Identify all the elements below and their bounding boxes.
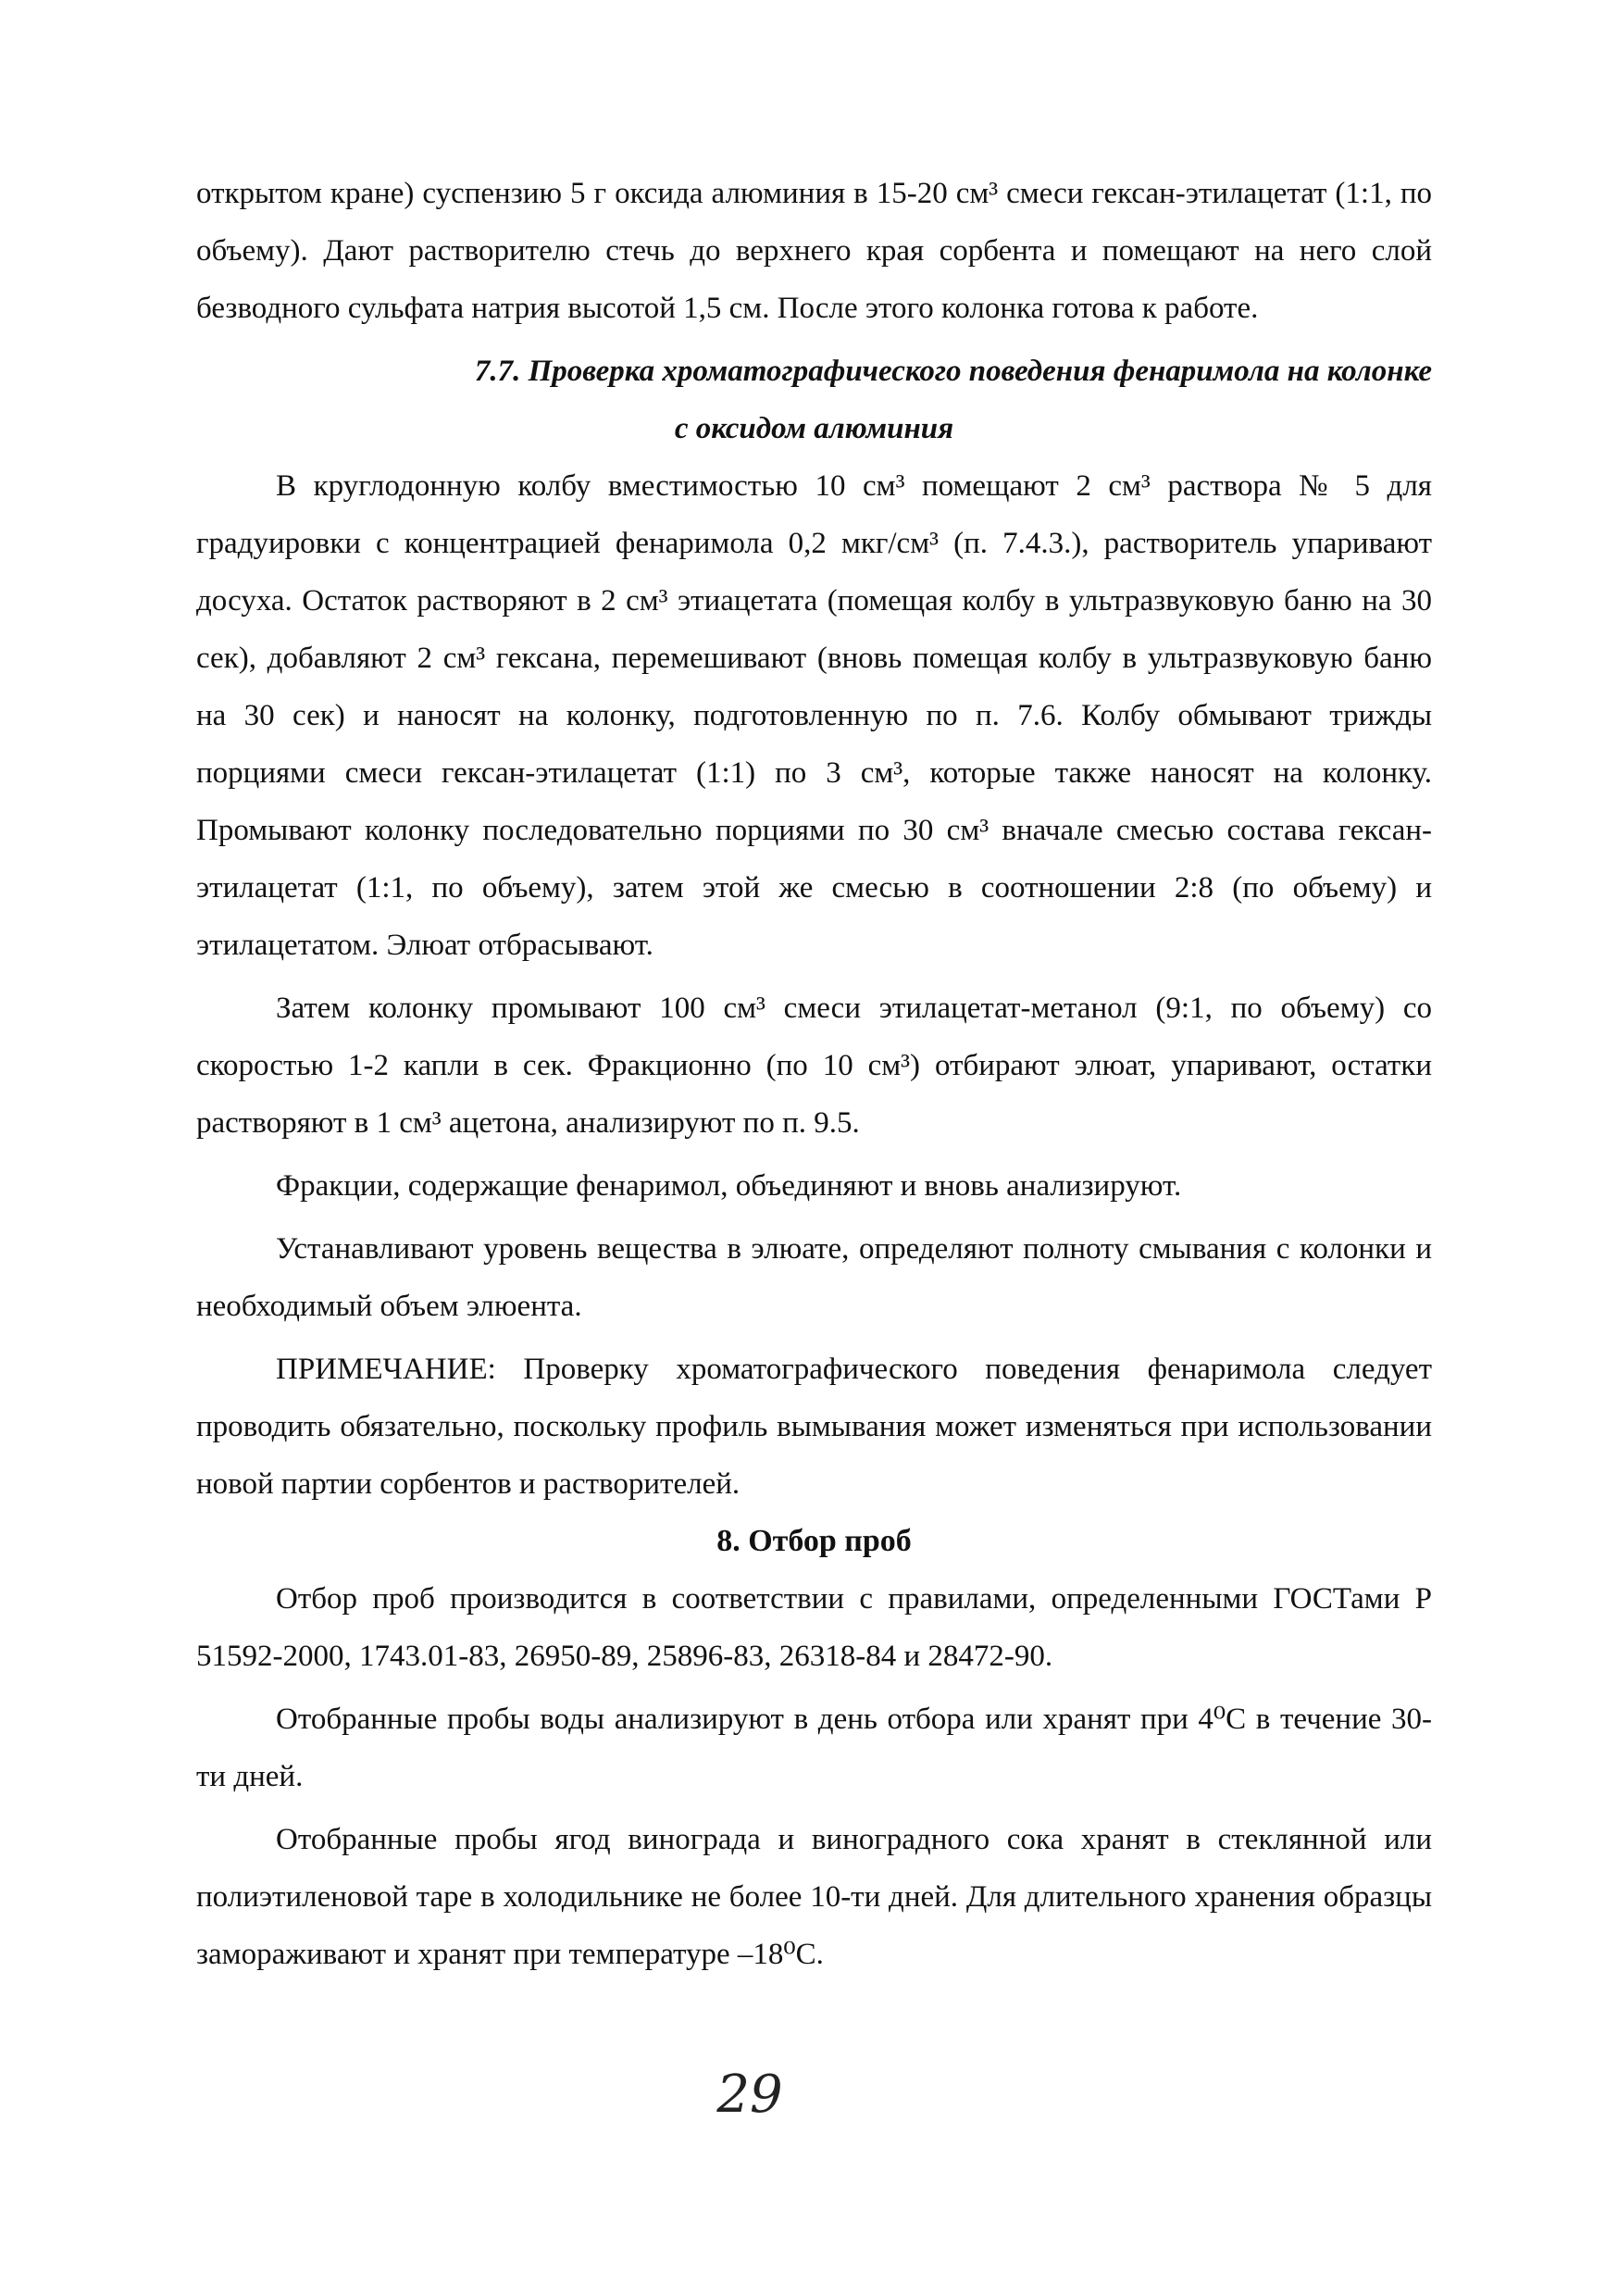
section-8-heading: 8. Отбор проб bbox=[716, 1524, 912, 1558]
paragraph-water-samples: Отобранные пробы воды анализируют в день отбора или хранят при 4⁰С в течение 30-ти дней. bbox=[196, 1703, 1432, 1793]
paragraph-eluent-volume: Устанавливают уровень вещества в элюате, определяют полноту смывания с колонки и необходимый объем элюента. bbox=[196, 1232, 1432, 1323]
section-7-7-title-line-1: 7.7. Проверка хроматографического поведения фенаримола на колонке bbox=[474, 355, 1432, 388]
paragraph-elution: Затем колонку промывают 100 см³ смеси этилацетат-метанол (9:1, по объему) со скоростью 1-2 капли в сек. Фракционно (по 10 см³) отбирают элюат, упаривают, остатки растворяют в 1 см³ ацетона, анализируют по п. 9.5. bbox=[196, 992, 1432, 1140]
paragraph-column-preparation-end: открытом кране) суспензию 5 г оксида алюминия в 15-20 см³ смеси гексан-этилацетат (1:1, по объему). Дают растворителю стечь до верхнего края сорбента и помещают на него слой безводного сульфата натрия высотой 1,5 см. После этого колонка готова к работе. bbox=[196, 177, 1432, 325]
document-body bbox=[196, 165, 1432, 1983]
paragraph-note: ПРИМЕЧАНИЕ: Проверку хроматографического поведения фенаримола следует проводить обязательно, поскольку профиль вымывания может изменяться при использовании новой партии сорбентов и растворителей. bbox=[196, 1353, 1432, 1501]
page-number: 29 bbox=[716, 2065, 783, 2125]
section-7-7-title-line-2: с оксидом алюминия bbox=[674, 412, 954, 445]
paragraph-grape-samples: Отобранные пробы ягод винограда и виноградного сока хранят в стеклянной или полиэтиленовой таре в холодильнике не более 10-ти дней. Для длительного хранения образцы замораживают и хранят при температуре –18⁰С. bbox=[196, 1823, 1432, 1971]
paragraph-sampling-standards: Отбор проб производится в соответствии с правилами, определенными ГОСТами Р 51592-2000, 1743.01-83, 26950-89, 25896-83, 26318-84 и 28472-90. bbox=[196, 1582, 1432, 1673]
paragraph-fractions: Фракции, содержащие фенаримол, объединяют и вновь анализируют. bbox=[276, 1169, 1182, 1203]
paragraph-column-check-procedure: В круглодонную колбу вместимостью 10 см³ помещают 2 см³ раствора № 5 для градуировки с концентрацией фенаримола 0,2 мкг/см³ (п. 7.4.3.), растворитель упаривают досуха. Остаток растворяют в 2 см³ этиацетата (помещая колбу в ультразвуковую баню на 30 сек), добавляют 2 см³ гексана, перемешивают (вновь помещая колбу в ультразвуковую баню на 30 сек) и наносят на колонку, подготовленную по п. 7.6. Колбу обмывают трижды порциями смеси гексан-этилацетат (1:1) по 3 см³, которые также наносят на колонку. Промывают колонку последовательно порциями по 30 см³ вначале смесью состава гексан-этилацетат (1:1, по объему), затем этой же смесью в соотношении 2:8 (по объему) и этилацетатом. Элюат отбрасывают. bbox=[196, 469, 1432, 962]
